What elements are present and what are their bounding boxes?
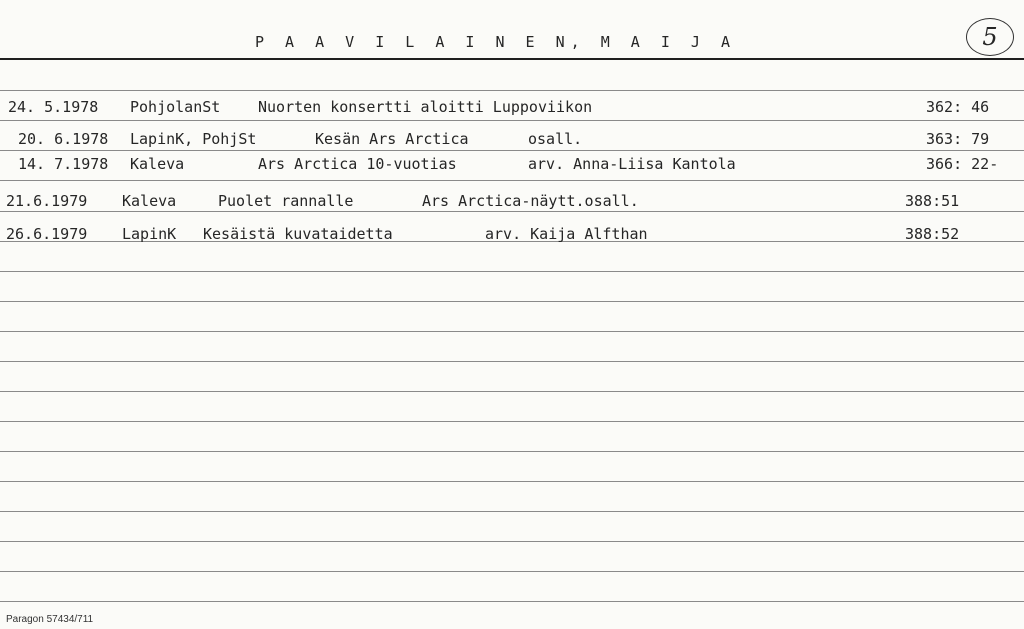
entry-text: Puolet rannalle [218,192,354,210]
entry-reference: 388:52 [905,225,960,243]
entry-text: Nuorten konsertti aloitti Luppoviikon [258,98,593,116]
ruled-line [0,511,1024,512]
entry-text: Kesän Ars Arctica [315,130,469,148]
entry-reference: 366: 22- [926,155,999,173]
ruled-line [0,541,1024,542]
ruled-line [0,451,1024,452]
ruled-line [0,571,1024,572]
ruled-line [0,481,1024,482]
entry-date: 21.6.1979 [6,192,88,210]
page-number: 5 [982,23,998,51]
ruled-line [0,271,1024,272]
entry-reference: 388:51 [905,192,960,210]
entry-reference: 363: 79 [926,130,990,148]
ruled-line [0,211,1024,212]
card-title: P A A V I L A I N E N, M A I J A [255,33,736,51]
ruled-line [0,421,1024,422]
entry-place: PohjolanSt [130,98,221,116]
page-number-circle [966,18,1014,56]
entry-place: LapinK, PohjSt [130,130,257,148]
entry-note: osall. [528,130,583,148]
entry-date: 14. 7.1978 [18,155,109,173]
ruled-line [0,391,1024,392]
entry-place: Kaleva [130,155,185,173]
ruled-line [0,331,1024,332]
entry-date: 26.6.1979 [6,225,88,243]
entry-note: arv. Kaija Alfthan [485,225,648,243]
entry-note: arv. Anna-Liisa Kantola [528,155,736,173]
ruled-line [0,90,1024,91]
entry-reference: 362: 46 [926,98,990,116]
ruled-line [0,150,1024,151]
entry-text: Ars Arctica 10-vuotias [258,155,457,173]
entry-note: Ars Arctica-näytt.osall. [422,192,639,210]
entry-place: Kaleva [122,192,177,210]
ruled-line [0,301,1024,302]
entry-date: 24. 5.1978 [8,98,99,116]
header-rule [0,58,1024,60]
entry-date: 20. 6.1978 [18,130,109,148]
ruled-line [0,601,1024,602]
card-footer: Paragon 57434/711 [6,614,94,625]
ruled-line [0,120,1024,121]
entry-text: Kesäistä kuvataidetta [203,225,393,243]
entry-place: LapinK [122,225,177,243]
ruled-line [0,180,1024,181]
ruled-line [0,361,1024,362]
